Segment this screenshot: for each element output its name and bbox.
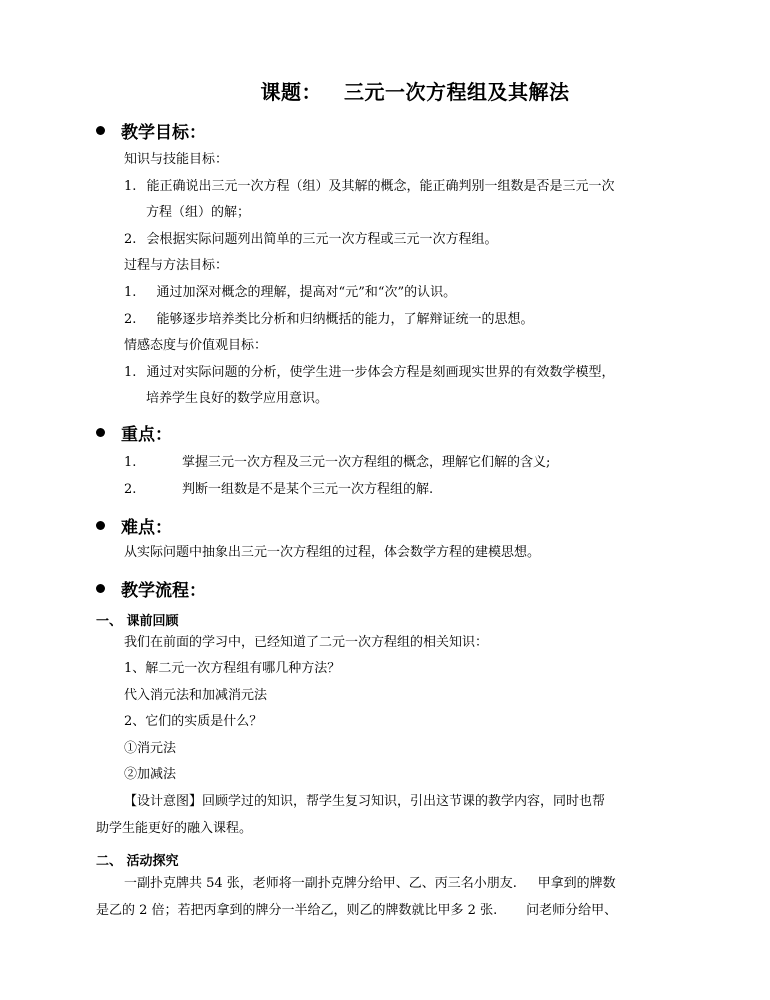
process-heading: 过程与方法目标： [124, 258, 229, 273]
lesson-title [0, 76, 770, 105]
difficulty-text: 从实际问题中抽象出三元一次方程组的过程，体会数学方程的建模思想。 [124, 545, 541, 560]
design-intent: 【设计意图】回顾学过的知识，帮学生复习知识，引出这节课的教学内容，同时也帮 [124, 794, 606, 809]
keypoint-2: 2. 判断一组数是不是某个三元一次方程组的解. [124, 482, 434, 497]
part1-line1: 我们在前面的学习中，已经知道了二元一次方程组的相关知识： [124, 635, 489, 650]
section-objectives-heading: 教学目标： [96, 118, 206, 143]
section-difficulty-heading: 难点： [96, 513, 172, 538]
bullet-icon [96, 584, 105, 593]
keypoint-1: 1. 掌握三元一次方程及三元一次方程组的概念，理解它们解的含义; [124, 455, 551, 470]
title-main: 三元一次方程组及其解法 [344, 80, 570, 104]
objective-p1: 1. 通过加深对概念的理解，提高对“元”和“次”的认识。 [124, 285, 457, 300]
part1-line2: 1、解二元一次方程组有哪几种方法？ [124, 661, 341, 676]
bullet-icon [96, 126, 105, 135]
section-process-heading: 教学流程： [96, 576, 206, 601]
objective-k1: 1. 能正确说出三元一次方程（组）及其解的概念，能正确判别一组数是否是三元一次 [124, 179, 615, 194]
objective-k2: 2. 会根据实际问题列出简单的三元一次方程或三元一次方程组。 [124, 232, 498, 247]
part1-line4: 2、它们的实质是什么？ [124, 714, 263, 729]
bullet-icon [96, 428, 105, 437]
part2-heading: 二、 活动探究 [96, 854, 179, 869]
knowledge-heading: 知识与技能目标： [124, 152, 229, 167]
part1-line5: ①消元法 [124, 741, 177, 756]
section-keypoints-heading: 重点： [96, 420, 172, 445]
objective-e1-cont: 培养学生良好的数学应用意识。 [146, 391, 329, 406]
objective-e1: 1. 通过对实际问题的分析，使学生进一步体会方程是刻画现实世界的有效数学模型， [124, 365, 615, 380]
part1-line6: ②加减法 [124, 767, 177, 782]
design-intent-cont: 助学生能更好的融入课程。 [96, 821, 253, 836]
part2-line1: 一副扑克牌共 54 张，老师将一副扑克牌分给甲、乙、丙三名小朋友. 甲拿到的牌数 [124, 876, 616, 891]
objective-k1-cont: 方程（组）的解； [146, 205, 251, 220]
emotion-heading: 情感态度与价值观目标： [124, 338, 268, 353]
part1-line3: 代入消元法和加减消元法 [124, 688, 268, 703]
part2-line2: 是乙的 2 倍；若把丙拿到的牌分一半给乙，则乙的牌数就比甲多 2 张. 问老师分给甲、 [96, 903, 618, 918]
part1-heading: 一、 课前回顾 [96, 614, 179, 629]
objective-p2: 2. 能够逐步培养类比分析和归纳概括的能力，了解辩证统一的思想。 [124, 312, 534, 327]
title-label: 课题： [260, 80, 322, 104]
bullet-icon [96, 521, 105, 530]
